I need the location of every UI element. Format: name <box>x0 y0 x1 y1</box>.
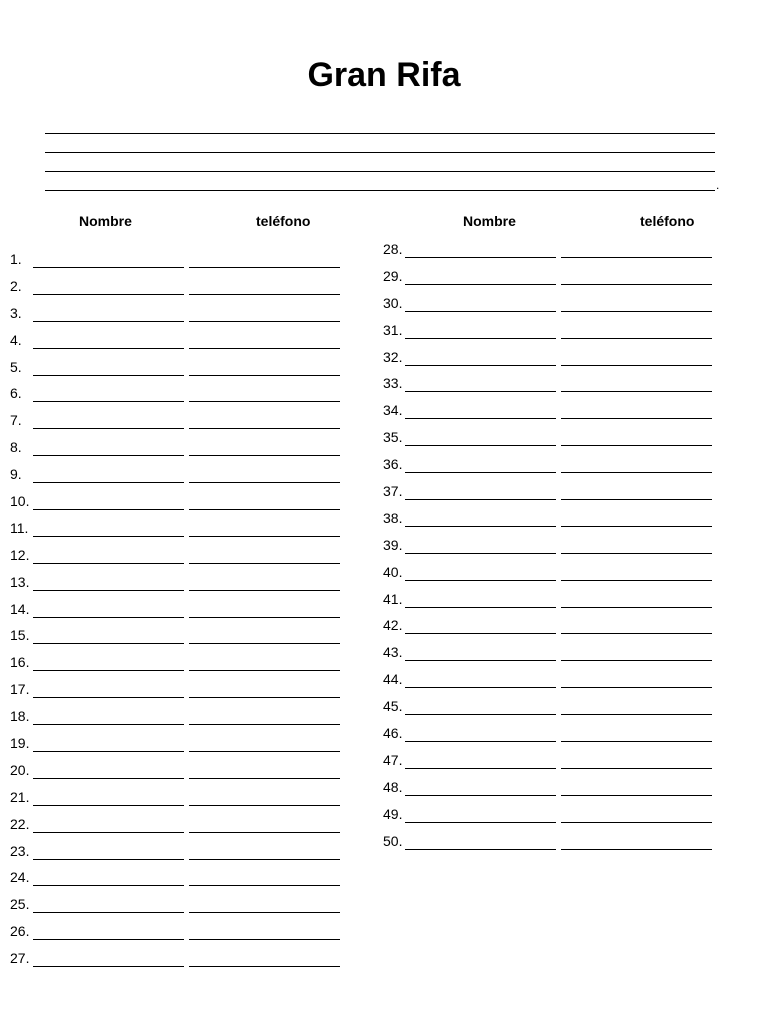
entry-number: 27. <box>10 950 30 967</box>
name-blank[interactable] <box>33 509 184 510</box>
entry-number: 43. <box>383 644 403 661</box>
phone-blank[interactable] <box>189 590 340 591</box>
description-line[interactable] <box>45 133 715 134</box>
description-line[interactable] <box>45 152 715 153</box>
name-blank[interactable] <box>33 966 184 967</box>
name-blank[interactable] <box>33 724 184 725</box>
name-blank[interactable] <box>33 617 184 618</box>
phone-blank[interactable] <box>561 284 712 285</box>
entry-number: 5. <box>10 358 22 375</box>
phone-blank[interactable] <box>189 885 340 886</box>
name-blank[interactable] <box>33 536 184 537</box>
phone-blank[interactable] <box>561 553 712 554</box>
description-end-dot: . <box>716 178 720 192</box>
phone-blank[interactable] <box>561 660 712 661</box>
entry-number: 38. <box>383 509 403 526</box>
entry-number: 2. <box>10 277 22 294</box>
phone-blank[interactable] <box>189 294 340 295</box>
name-blank[interactable] <box>33 482 184 483</box>
phone-blank[interactable] <box>189 805 340 806</box>
name-blank[interactable] <box>405 418 556 419</box>
phone-blank[interactable] <box>189 832 340 833</box>
name-blank[interactable] <box>33 375 184 376</box>
name-blank[interactable] <box>33 455 184 456</box>
entry-number: 44. <box>383 671 403 688</box>
name-blank[interactable] <box>405 338 556 339</box>
entry-number: 42. <box>383 617 403 634</box>
entry-number: 13. <box>10 573 30 590</box>
phone-blank[interactable] <box>189 321 340 322</box>
phone-blank[interactable] <box>561 526 712 527</box>
entry-number: 18. <box>10 708 30 725</box>
entry-number: 22. <box>10 815 30 832</box>
name-blank[interactable] <box>33 885 184 886</box>
entry-number: 7. <box>10 412 22 429</box>
entry-number: 14. <box>10 600 30 617</box>
name-blank[interactable] <box>33 563 184 564</box>
entry-number: 6. <box>10 385 22 402</box>
phone-blank[interactable] <box>189 482 340 483</box>
phone-blank[interactable] <box>561 768 712 769</box>
right-phone-header: teléfono <box>640 213 695 229</box>
name-blank[interactable] <box>405 714 556 715</box>
right-name-header: Nombre <box>463 213 516 229</box>
entry-number: 50. <box>383 832 403 849</box>
entry-number: 8. <box>10 439 22 456</box>
phone-blank[interactable] <box>189 751 340 752</box>
description-line[interactable] <box>45 190 715 191</box>
phone-blank[interactable] <box>561 445 712 446</box>
entry-number: 48. <box>383 778 403 795</box>
name-blank[interactable] <box>33 428 184 429</box>
entry-number: 24. <box>10 869 30 886</box>
page-title: Gran Rifa <box>307 56 461 94</box>
entry-number: 23. <box>10 842 30 859</box>
phone-blank[interactable] <box>189 778 340 779</box>
name-blank[interactable] <box>33 912 184 913</box>
name-blank[interactable] <box>33 321 184 322</box>
entry-number: 47. <box>383 751 403 768</box>
phone-blank[interactable] <box>561 391 712 392</box>
entry-number: 49. <box>383 805 403 822</box>
name-blank[interactable] <box>405 445 556 446</box>
phone-blank[interactable] <box>189 697 340 698</box>
phone-blank[interactable] <box>189 939 340 940</box>
name-blank[interactable] <box>405 284 556 285</box>
name-blank[interactable] <box>33 670 184 671</box>
entry-number: 40. <box>383 563 403 580</box>
name-blank[interactable] <box>405 822 556 823</box>
entry-number: 15. <box>10 627 30 644</box>
phone-blank[interactable] <box>561 365 712 366</box>
entry-number: 28. <box>383 241 403 257</box>
name-blank[interactable] <box>405 741 556 742</box>
name-blank[interactable] <box>405 311 556 312</box>
name-blank[interactable] <box>405 660 556 661</box>
name-blank[interactable] <box>33 778 184 779</box>
name-blank[interactable] <box>405 633 556 634</box>
phone-blank[interactable] <box>561 472 712 473</box>
name-blank[interactable] <box>405 365 556 366</box>
phone-blank[interactable] <box>189 536 340 537</box>
entry-number: 45. <box>383 698 403 715</box>
phone-blank[interactable] <box>561 714 712 715</box>
phone-blank[interactable] <box>189 401 340 402</box>
left-phone-header: teléfono <box>256 213 311 229</box>
entry-number: 20. <box>10 761 30 778</box>
phone-blank[interactable] <box>561 633 712 634</box>
entry-number: 19. <box>10 735 30 752</box>
phone-blank[interactable] <box>189 859 340 860</box>
phone-blank[interactable] <box>561 822 712 823</box>
entry-number: 9. <box>10 466 22 483</box>
entry-number: 39. <box>383 536 403 553</box>
phone-blank[interactable] <box>561 687 712 688</box>
entry-number: 16. <box>10 654 30 671</box>
name-blank[interactable] <box>405 687 556 688</box>
phone-blank[interactable] <box>189 428 340 429</box>
entry-number: 25. <box>10 896 30 913</box>
name-blank[interactable] <box>405 391 556 392</box>
name-blank[interactable] <box>33 294 184 295</box>
name-blank[interactable] <box>33 859 184 860</box>
entry-number: 46. <box>383 725 403 742</box>
entry-number: 41. <box>383 590 403 607</box>
name-blank[interactable] <box>33 697 184 698</box>
entry-number: 21. <box>10 788 30 805</box>
phone-blank[interactable] <box>189 617 340 618</box>
phone-blank[interactable] <box>561 607 712 608</box>
description-line[interactable] <box>45 171 715 172</box>
phone-blank[interactable] <box>189 643 340 644</box>
entry-number: 34. <box>383 402 403 419</box>
entry-number: 10. <box>10 493 30 510</box>
entry-number: 29. <box>383 267 403 284</box>
entry-number: 33. <box>383 375 403 392</box>
entry-number: 30. <box>383 294 403 311</box>
phone-blank[interactable] <box>189 563 340 564</box>
name-blank[interactable] <box>405 526 556 527</box>
name-blank[interactable] <box>33 348 184 349</box>
name-blank[interactable] <box>33 401 184 402</box>
phone-blank[interactable] <box>561 499 712 500</box>
name-blank[interactable] <box>33 805 184 806</box>
phone-blank[interactable] <box>189 375 340 376</box>
entry-number: 26. <box>10 923 30 940</box>
name-blank[interactable] <box>405 472 556 473</box>
phone-blank[interactable] <box>189 670 340 671</box>
phone-blank[interactable] <box>561 580 712 581</box>
phone-blank[interactable] <box>189 912 340 913</box>
entry-number: 12. <box>10 546 30 563</box>
entry-number: 1. <box>10 251 22 267</box>
phone-blank[interactable] <box>189 348 340 349</box>
entry-number: 3. <box>10 304 22 321</box>
entry-number: 11. <box>10 519 29 536</box>
phone-blank[interactable] <box>189 509 340 510</box>
entry-number: 36. <box>383 456 403 473</box>
phone-blank[interactable] <box>189 455 340 456</box>
entry-number: 17. <box>10 681 30 698</box>
phone-blank[interactable] <box>189 267 340 268</box>
phone-blank[interactable] <box>561 418 712 419</box>
phone-blank[interactable] <box>189 966 340 967</box>
entry-number: 35. <box>383 429 403 446</box>
name-blank[interactable] <box>405 768 556 769</box>
name-blank[interactable] <box>405 553 556 554</box>
name-blank[interactable] <box>33 751 184 752</box>
entry-number: 32. <box>383 348 403 365</box>
name-blank[interactable] <box>33 590 184 591</box>
entry-number: 4. <box>10 331 22 348</box>
phone-blank[interactable] <box>561 741 712 742</box>
entry-number: 37. <box>383 483 403 500</box>
name-blank[interactable] <box>33 832 184 833</box>
name-blank[interactable] <box>405 499 556 500</box>
phone-blank[interactable] <box>561 849 712 850</box>
left-name-header: Nombre <box>79 213 132 229</box>
phone-blank[interactable] <box>561 795 712 796</box>
phone-blank[interactable] <box>561 257 712 258</box>
name-blank[interactable] <box>405 257 556 258</box>
phone-blank[interactable] <box>561 338 712 339</box>
phone-blank[interactable] <box>561 311 712 312</box>
name-blank[interactable] <box>33 643 184 644</box>
entry-number: 31. <box>383 321 403 338</box>
name-blank[interactable] <box>405 607 556 608</box>
name-blank[interactable] <box>405 849 556 850</box>
name-blank[interactable] <box>33 939 184 940</box>
name-blank[interactable] <box>405 795 556 796</box>
phone-blank[interactable] <box>189 724 340 725</box>
name-blank[interactable] <box>405 580 556 581</box>
name-blank[interactable] <box>33 267 184 268</box>
